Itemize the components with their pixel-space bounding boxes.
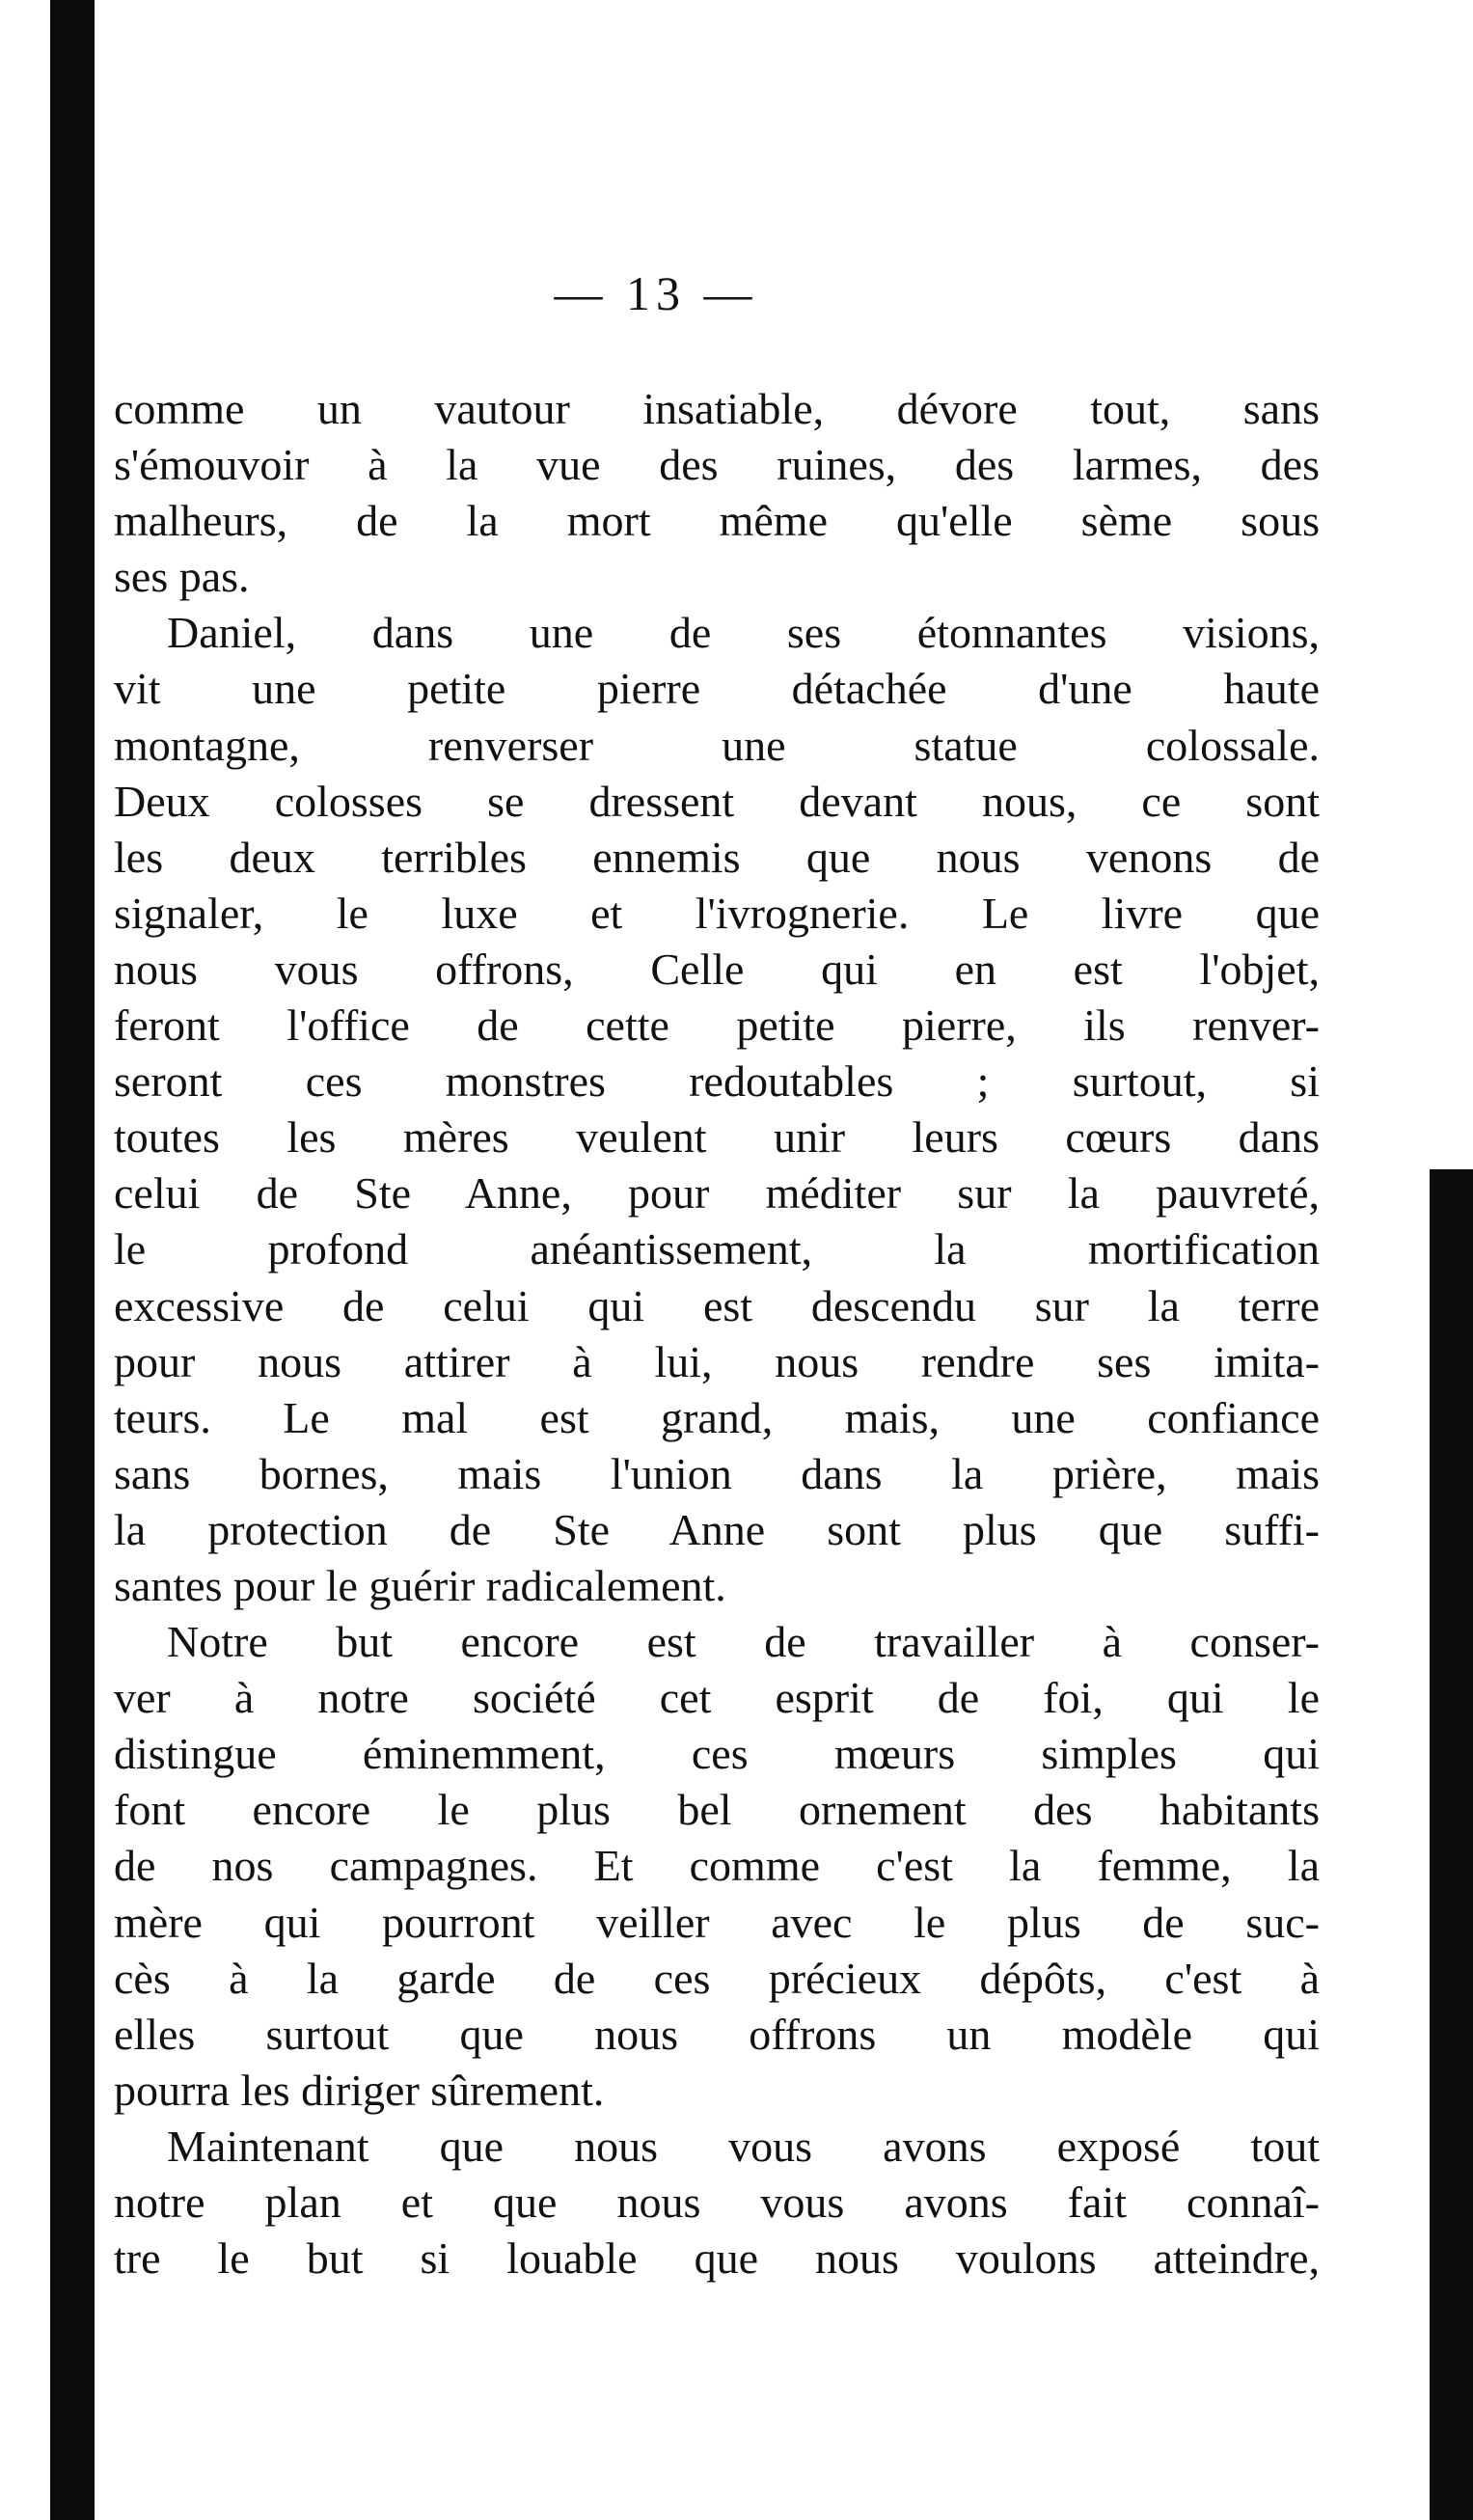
text-line: teurs. Le mal est grand, mais, une confiance [114, 1392, 1320, 1442]
text-line: de nos campagnes. Et comme c'est la femme, la [114, 1841, 1320, 1891]
text-line: les deux terribles ennemis que nous venons de [114, 832, 1320, 882]
scan-edge-right [1430, 1169, 1473, 2520]
text-line: elles surtout que nous offrons un modèle qui [114, 2009, 1320, 2059]
text-line: cès à la garde de ces précieux dépôts, c'est à [114, 1953, 1320, 2003]
text-line: tre le but si louable que nous voulons atteindre, [114, 2233, 1320, 2284]
text-line: ses pas. [114, 552, 250, 602]
text-line: Maintenant que nous vous avons exposé tout [167, 2121, 1320, 2171]
text-line: ver à notre société cet esprit de foi, qui le [114, 1673, 1320, 1723]
text-line: montagne, renverser une statue colossale. [114, 720, 1320, 770]
text-line: Daniel, dans une de ses étonnantes visions, [167, 608, 1320, 658]
text-line: nous vous offrons, Celle qui en est l'objet, [114, 944, 1320, 994]
paragraph [114, 605, 1320, 1614]
paragraph [114, 1614, 1320, 2119]
paragraph [114, 381, 1320, 605]
text-line: le profond anéantissement, la mortification [114, 1224, 1320, 1274]
text-line: signaler, le luxe et l'ivrognerie. Le livre que [114, 888, 1320, 938]
body-text [114, 381, 1320, 2287]
text-line: s'émouvoir à la vue des ruines, des larmes, des [114, 440, 1320, 490]
text-line: la protection de Ste Anne sont plus que suffi- [114, 1504, 1320, 1554]
scan-edge-left [50, 0, 95, 2520]
text-line: feront l'office de cette petite pierre, ils renver- [114, 1000, 1320, 1051]
text-line: pourra les diriger sûrement. [114, 2065, 605, 2115]
text-line: notre plan et que nous vous avons fait connaî- [114, 2178, 1320, 2227]
text-line: Notre but encore est de travailler à conser- [167, 1617, 1320, 1667]
text-line: pour nous attirer à lui, nous rendre ses imita- [114, 1336, 1320, 1386]
text-line: seront ces monstres redoutables ; surtout, si [114, 1056, 1320, 1107]
text-line: distingue éminemment, ces mœurs simples qui [114, 1729, 1320, 1779]
text-line: santes pour le guérir radicalement. [114, 1560, 726, 1610]
text-line: font encore le plus bel ornement des habitants [114, 1785, 1320, 1835]
text-line: excessive de celui qui est descendu sur la terre [114, 1280, 1320, 1330]
text-line: sans bornes, mais l'union dans la prière, mais [114, 1448, 1320, 1498]
text-line: celui de Ste Anne, pour méditer sur la pauvreté, [114, 1168, 1320, 1219]
page-number: — 13 — [554, 266, 758, 320]
text-line: vit une petite pierre détachée d'une haute [114, 664, 1320, 714]
text-line: malheurs, de la mort même qu'elle sème sous [114, 496, 1320, 546]
text-line: mère qui pourront veiller avec le plus de suc- [114, 1897, 1320, 1947]
text-line: comme un vautour insatiable, dévore tout, sans [114, 384, 1320, 433]
text-line: toutes les mères veulent unir leurs cœurs dans [114, 1112, 1320, 1163]
text-line: Deux colosses se dressent devant nous, ce sont [114, 776, 1320, 826]
paragraph [114, 2119, 1320, 2287]
